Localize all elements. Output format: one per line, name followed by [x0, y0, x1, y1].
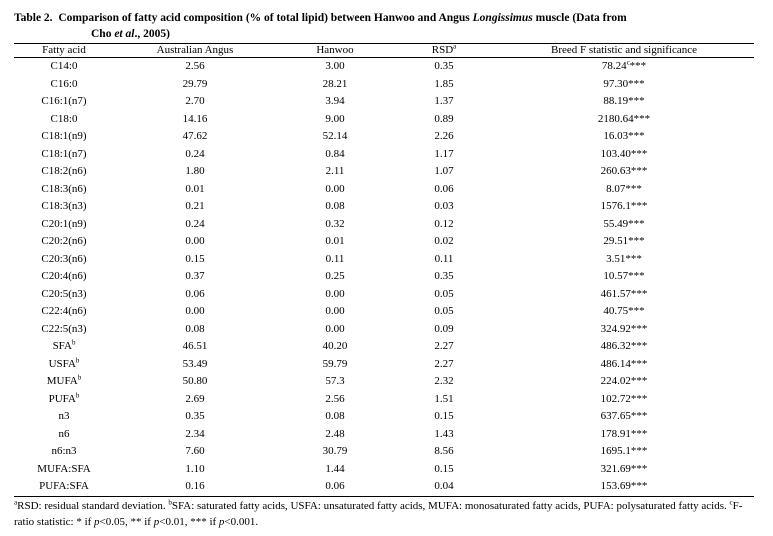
- cell-f-statistic: 40.75***: [603, 305, 645, 317]
- cell-fatty-acid: MUFA$^b$: [46, 373, 82, 387]
- header-fatty-acid: Fatty acid: [14, 44, 114, 58]
- cell-angus: 2.70: [185, 95, 205, 107]
- table-row: [14, 408, 754, 426]
- table-row: [14, 426, 754, 444]
- table-row: [14, 128, 754, 146]
- cell-hanwoo: 0.25: [325, 270, 345, 282]
- cell-f-statistic: 103.40***: [600, 147, 648, 160]
- cell-angus: 0.00: [185, 305, 205, 317]
- cell-hanwoo: 52.14: [322, 130, 348, 142]
- cell-f-statistic: 16.03***: [603, 130, 645, 142]
- cell-angus: 14.16: [182, 112, 208, 125]
- cell-rsd: 0.09: [434, 322, 454, 335]
- cell-fatty-acid: USFA$^b$: [48, 355, 80, 370]
- cell-rsd: 0.04: [394, 478, 494, 496]
- table-row: [14, 76, 754, 94]
- cell-fatty-acid: C20:4(n6): [41, 270, 87, 282]
- cell-f-statistic: 102.72***: [600, 392, 648, 405]
- table-row: [14, 146, 754, 164]
- table-row: [14, 321, 754, 339]
- table-row: [14, 181, 754, 199]
- table-row: [14, 93, 754, 111]
- cell-hanwoo: 0.84: [325, 147, 345, 160]
- cell-angus: 0.08: [185, 322, 205, 335]
- cell-rsd: 0.15: [434, 462, 454, 475]
- cell-hanwoo: 0.08: [325, 200, 345, 212]
- cell-hanwoo: 0.00: [325, 322, 345, 335]
- cell-rsd: 1.37: [434, 95, 454, 107]
- cell-hanwoo: 9.00: [325, 112, 345, 125]
- table-row: [14, 373, 754, 391]
- cell-f-statistic: 88.19***: [603, 95, 645, 107]
- cell-angus: 0.24: [185, 217, 205, 230]
- table-row: [14, 58, 754, 76]
- table-row: [14, 163, 754, 181]
- caption-source: Cho: [91, 28, 115, 40]
- cell-hanwoo: 57.3: [325, 375, 345, 387]
- cell-angus: 0.24: [185, 147, 205, 160]
- cell-f-statistic: 321.69***: [600, 462, 648, 475]
- cell-rsd: 0.03: [434, 200, 454, 212]
- cell-fatty-acid: C14:0: [50, 60, 78, 72]
- cell-rsd: 0.05: [434, 287, 454, 300]
- cell-angus: 53.49: [182, 357, 208, 370]
- caption-title: Comparison of fatty acid composition (% of total lipid) between Hanwoo and Angus: [58, 12, 473, 24]
- cell-fatty-acid: C18:0: [50, 112, 78, 125]
- cell-angus: 1.10: [185, 462, 205, 475]
- cell-fatty-acid: SFA$^b$: [52, 338, 76, 352]
- cell-hanwoo: 0.00: [325, 182, 345, 195]
- cell-hanwoo: 0.01: [325, 235, 345, 247]
- cell-rsd: 0.11: [434, 252, 454, 265]
- cell-angus: 0.06: [185, 287, 205, 300]
- cell-fatty-acid: n6:n3: [51, 445, 77, 457]
- cell-fatty-acid: n3: [58, 410, 70, 422]
- cell-rsd: 1.17: [434, 147, 454, 160]
- cell-fatty-acid: n6: [58, 427, 70, 440]
- cell-hanwoo: 3.00: [325, 60, 345, 72]
- cell-fatty-acid: C18:1(n7): [41, 147, 87, 160]
- cell-rsd: 0.02: [434, 235, 454, 247]
- cell-hanwoo: 0.32: [325, 217, 345, 230]
- cell-hanwoo: 0.06: [276, 478, 394, 496]
- cell-fatty-acid: C22:5(n3): [41, 322, 87, 335]
- cell-hanwoo: 0.11: [325, 252, 345, 265]
- cell-f-statistic: 55.49***: [603, 217, 645, 230]
- cell-fatty-acid: PUFA:SFA: [14, 478, 114, 496]
- cell-angus: 0.00: [185, 235, 205, 247]
- caption-italic: Longissimus: [472, 12, 533, 24]
- cell-fatty-acid: C20:5(n3): [41, 287, 87, 300]
- cell-angus: 1.80: [185, 165, 205, 177]
- cell-f-statistic: 461.57***: [600, 287, 648, 300]
- table-row: [14, 198, 754, 216]
- cell-f-statistic: 29.51***: [603, 235, 645, 247]
- cell-f-statistic: 324.92***: [600, 322, 648, 335]
- cell-hanwoo: 59.79: [322, 357, 348, 370]
- cell-rsd: 0.15: [434, 410, 454, 422]
- cell-fatty-acid: MUFA:SFA: [37, 462, 91, 475]
- cell-fatty-acid: C22:4(n6): [41, 305, 87, 317]
- cell-angus: 46.51: [182, 340, 208, 352]
- table-row: [14, 338, 754, 356]
- table-row: [14, 111, 754, 129]
- cell-angus: 0.21: [185, 200, 205, 212]
- cell-angus: 29.79: [182, 77, 208, 90]
- cell-fatty-acid: C20:1(n9): [41, 217, 87, 230]
- cell-f-statistic: 224.02***: [600, 375, 648, 387]
- cell-hanwoo: 2.56: [325, 392, 345, 405]
- cell-rsd: 1.85: [434, 77, 454, 90]
- cell-rsd: 1.51: [434, 392, 454, 405]
- fatty-acid-table: [14, 43, 754, 497]
- cell-rsd: 1.07: [434, 165, 454, 177]
- cell-rsd: 2.32: [434, 375, 454, 387]
- table-header-row: [14, 44, 754, 58]
- cell-fatty-acid: C16:0: [50, 77, 78, 90]
- cell-fatty-acid: C18:2(n6): [41, 165, 87, 177]
- cell-rsd: 1.43: [434, 427, 454, 440]
- cell-f-statistic: 1695.1***: [600, 445, 648, 457]
- cell-fatty-acid: C20:3(n6): [41, 252, 87, 265]
- cell-f-statistic: 78.24$^c$***: [601, 58, 647, 72]
- cell-f-statistic: 153.69***: [494, 478, 754, 496]
- cell-rsd: 0.35: [434, 60, 454, 72]
- table-body: [14, 58, 754, 497]
- cell-rsd: 0.05: [434, 305, 454, 317]
- table-caption: [14, 10, 762, 42]
- header-rsd: RSD$^a$: [394, 44, 494, 58]
- cell-angus: 2.69: [185, 392, 205, 405]
- table-row: [14, 478, 754, 496]
- cell-f-statistic: 260.63***: [600, 165, 648, 177]
- caption-label: Table 2.: [14, 12, 53, 24]
- cell-fatty-acid: C20:2(n6): [41, 235, 87, 247]
- caption-source-italic: et al: [114, 28, 135, 40]
- cell-f-statistic: 3.51***: [606, 252, 642, 265]
- header-hanwoo: Hanwoo: [276, 44, 394, 58]
- cell-fatty-acid: C18:1(n9): [41, 130, 87, 142]
- cell-hanwoo: 30.79: [322, 445, 348, 457]
- table-row: [14, 356, 754, 374]
- cell-hanwoo: 40.20: [322, 340, 348, 352]
- cell-fatty-acid: C18:3(n6): [41, 182, 87, 195]
- cell-hanwoo: 0.00: [325, 305, 345, 317]
- table-footnote: $^a$RSD: residual standard deviation. $^b$SFA: saturated fatty acids, USFA: unsaturated fatty acids, MUFA: monosaturated fatty acids, PUFA: polysaturated fatty acids. $^c$F-ratio statistic: * if p<0.05, ** if p<0.01, *** if p<0.001.: [14, 498, 743, 528]
- cell-angus: 2.34: [185, 427, 205, 440]
- header-australian-angus: Australian Angus: [114, 44, 276, 58]
- cell-angus: 0.37: [185, 270, 205, 282]
- cell-rsd: 0.12: [434, 217, 454, 230]
- caption-title-end: muscle (Data from: [532, 12, 627, 24]
- cell-f-statistic: 10.57***: [603, 270, 645, 282]
- cell-hanwoo: 28.21: [322, 77, 348, 90]
- header-breed-f: Breed F statistic and significance: [494, 44, 754, 58]
- cell-fatty-acid: C18:3(n3): [41, 200, 87, 212]
- cell-rsd: 2.27: [434, 340, 454, 352]
- cell-angus: 0.01: [185, 182, 205, 195]
- cell-f-statistic: 8.07***: [606, 182, 642, 195]
- cell-rsd: 2.26: [434, 130, 454, 142]
- cell-angus: 50.80: [182, 375, 208, 387]
- cell-angus: 0.15: [185, 252, 205, 265]
- cell-hanwoo: 2.11: [325, 165, 345, 177]
- cell-rsd: 0.89: [434, 112, 454, 125]
- cell-fatty-acid: C16:1(n7): [41, 95, 87, 107]
- cell-hanwoo: 2.48: [325, 427, 345, 440]
- cell-f-statistic: 97.30***: [603, 77, 645, 90]
- cell-angus: 7.60: [185, 445, 205, 457]
- cell-f-statistic: 1576.1***: [600, 200, 648, 212]
- cell-f-statistic: 486.14***: [600, 357, 648, 370]
- cell-angus: 47.62: [182, 130, 208, 142]
- table-row: [14, 233, 754, 251]
- cell-fatty-acid: PUFA$^b$: [48, 390, 80, 405]
- table-row: [14, 251, 754, 269]
- cell-angus: 2.56: [185, 60, 205, 72]
- cell-hanwoo: 0.00: [325, 287, 345, 300]
- table-row: [14, 286, 754, 304]
- caption-source-end: ., 2005): [134, 28, 170, 40]
- cell-f-statistic: 178.91***: [600, 427, 648, 440]
- cell-rsd: 0.35: [434, 270, 454, 282]
- table-row: [14, 461, 754, 479]
- cell-f-statistic: 637.65***: [600, 410, 648, 422]
- cell-hanwoo: 3.94: [325, 95, 345, 107]
- cell-angus: 0.16: [114, 478, 276, 496]
- cell-hanwoo: 1.44: [325, 462, 345, 475]
- cell-rsd: 0.06: [434, 182, 454, 195]
- table-row: [14, 391, 754, 409]
- table-row: [14, 216, 754, 234]
- cell-f-statistic: 2180.64***: [597, 112, 651, 125]
- table-row: [14, 443, 754, 461]
- cell-f-statistic: 486.32***: [600, 340, 648, 352]
- cell-rsd: 8.56: [434, 445, 454, 457]
- cell-angus: 0.35: [185, 410, 205, 422]
- cell-hanwoo: 0.08: [325, 410, 345, 422]
- table-row: [14, 303, 754, 321]
- cell-rsd: 2.27: [434, 357, 454, 370]
- table-row: [14, 268, 754, 286]
